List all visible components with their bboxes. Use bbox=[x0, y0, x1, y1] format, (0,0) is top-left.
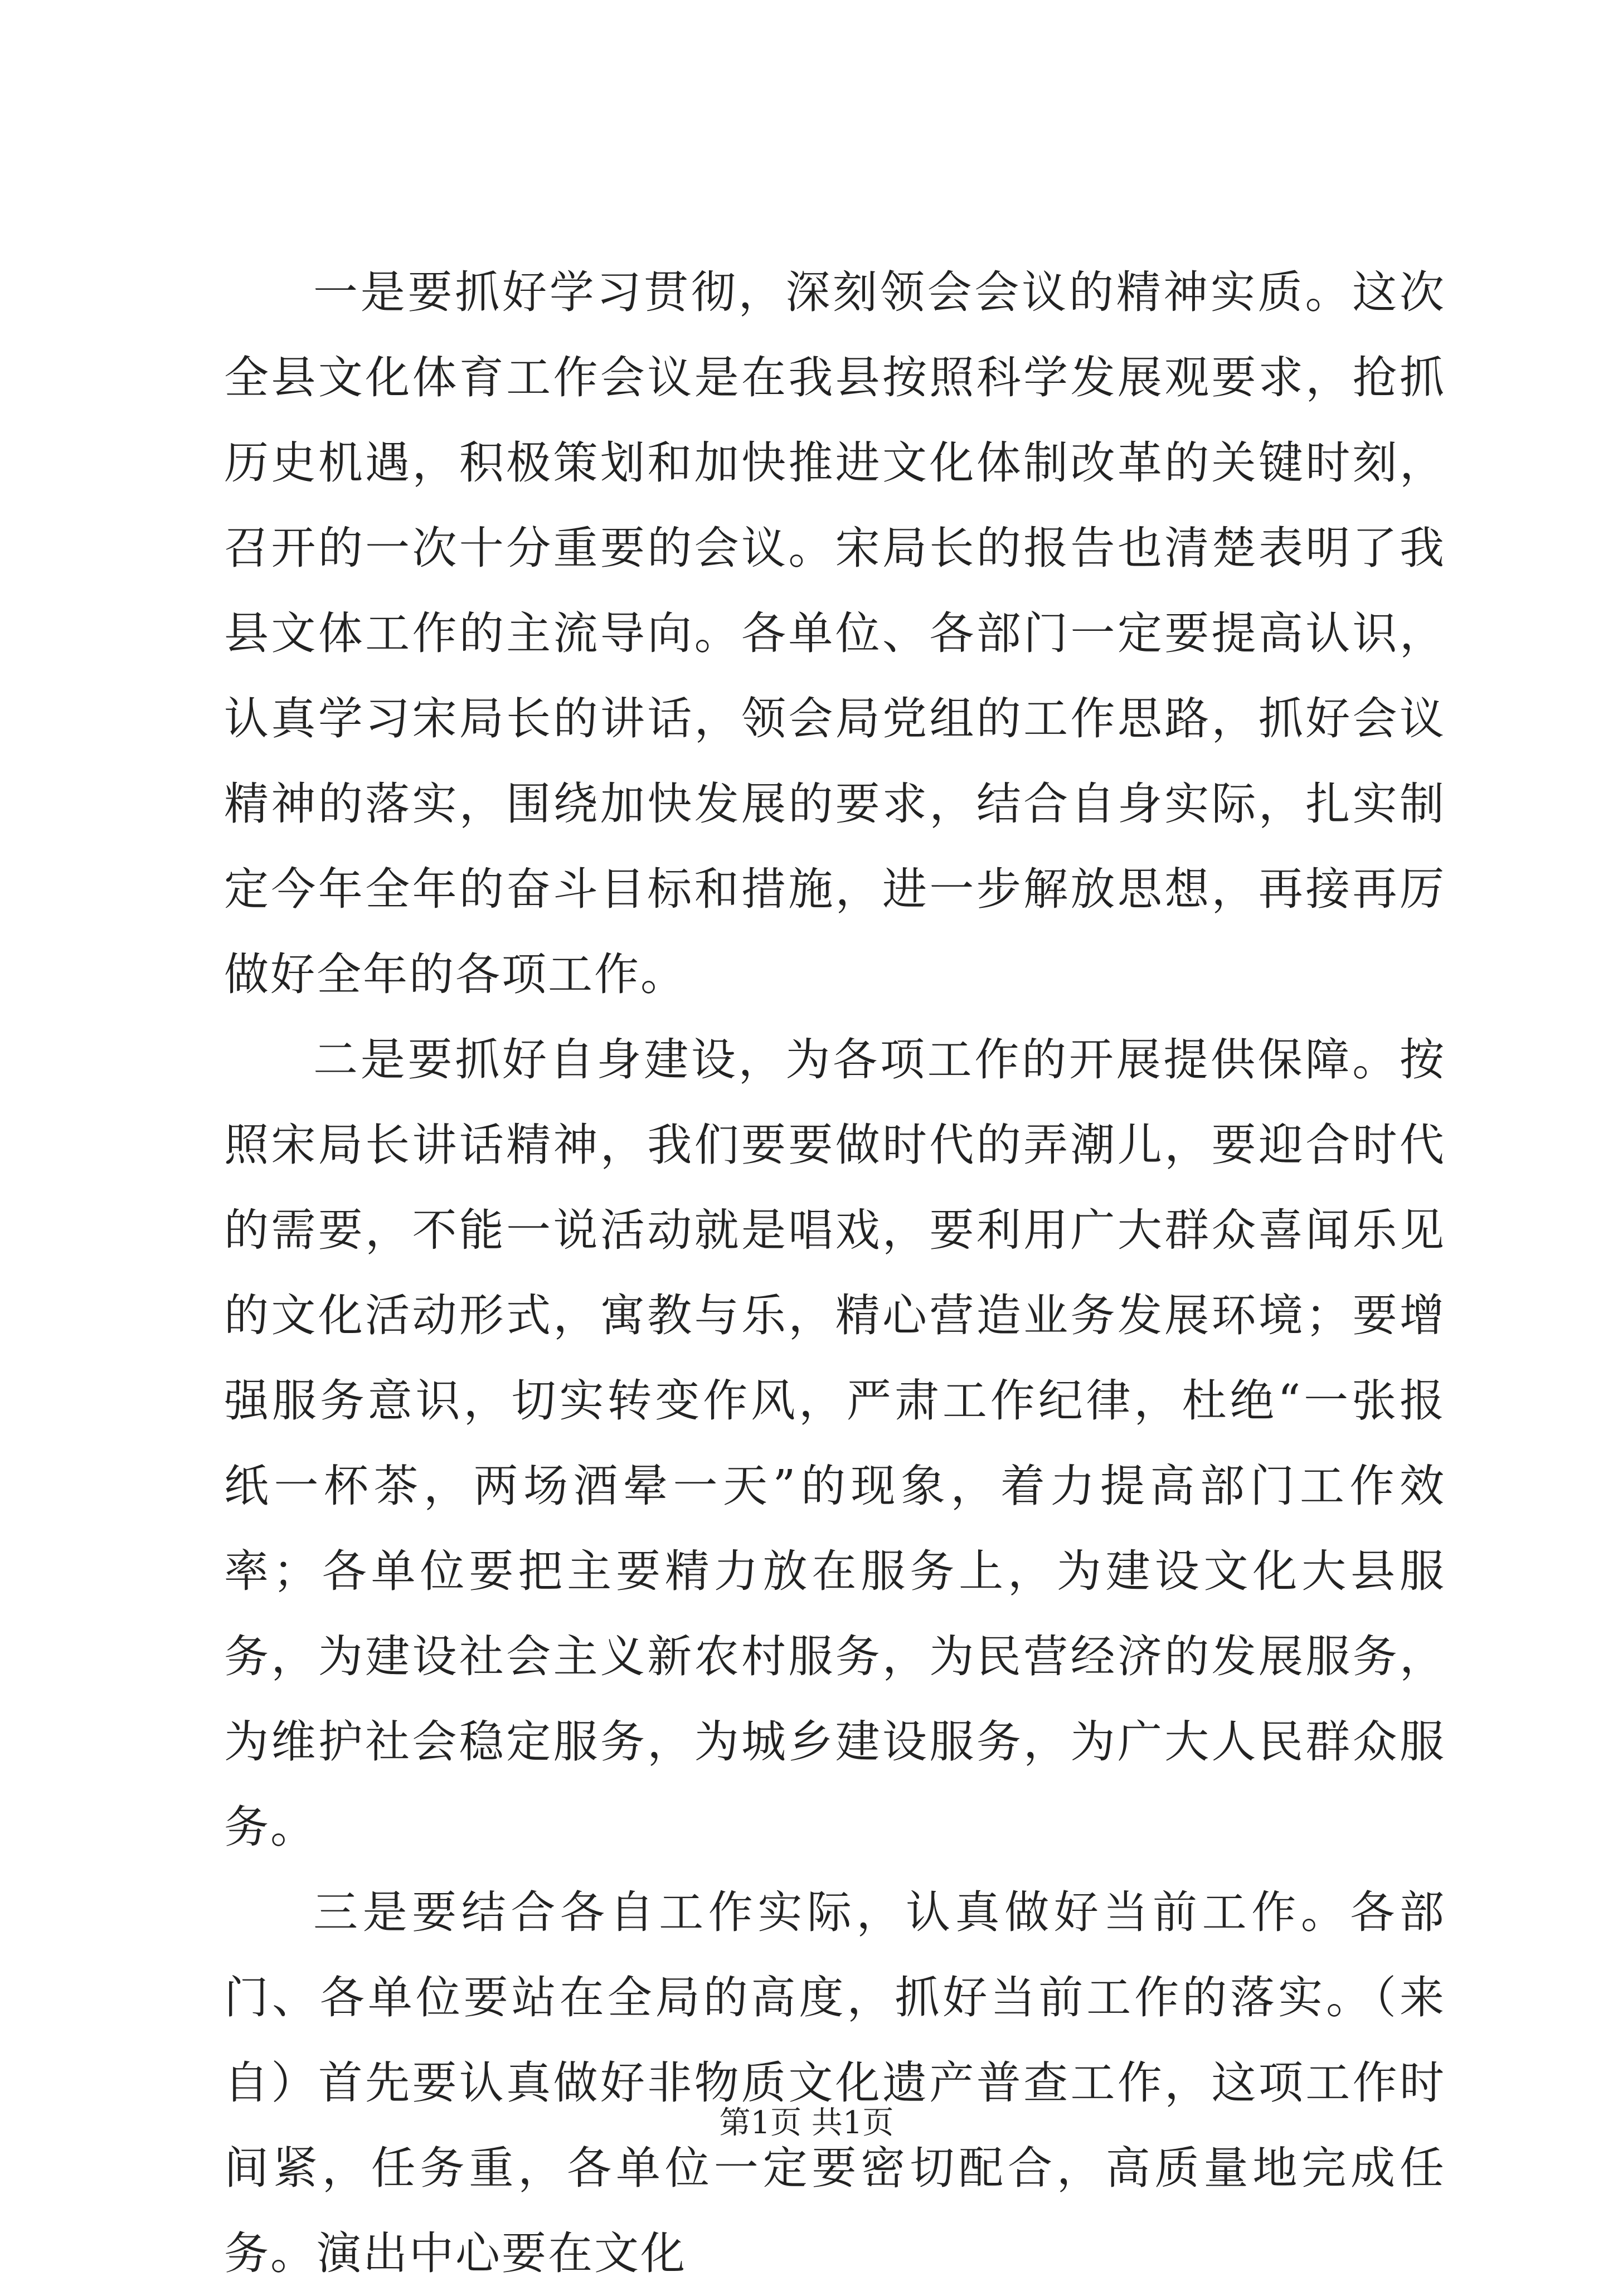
paragraph-1: 一是要抓好学习贯彻，深刻领会会议的精神实质。这次全县文化体育工作会议是在我县按照科学发展观要求，抢抓历史机遇，积极策划和加快推进文化体制改革的关键时刻，召开的一次十分重要的会议。宋局长的报告也清楚表明了我县文体工作的主流导向。各单位、各部门一定要提高认识，认真学习宋局长的讲话，领会局党组的工作思路，抓好会议精神的落实，围绕加快发展的要求，结合自身实际，扎实制定今年全年的奋斗目标和措施，进一步解放思想，再接再厉做好全年的各项工作。 bbox=[224, 266, 1446, 1000]
page-footer: 第1页 共1页 bbox=[719, 2105, 894, 2141]
paragraph-3: 三是要结合各自工作实际，认真做好当前工作。各部门、各单位要站在全局的高度，抓好当前工作的落实。（来自）首先要认真做好非物质文化遗产普查工作，这项工作时间紧，任务重，各单位一定要密切配合，高质量地完成任务。演出中心要在文化 bbox=[224, 1886, 1446, 2279]
document-body bbox=[224, 250, 1446, 2296]
paragraph-2: 二是要抓好自身建设，为各项工作的开展提供保障。按照宋局长讲话精神，我们要要做时代的弄潮儿，要迎合时代的需要，不能一说活动就是唱戏，要利用广大群众喜闻乐见的文化活动形式，寓教与乐，精心营造业务发展环境；要增强服务意识，切实转变作风，严肃工作纪律，杜绝“一张报纸一杯茶，两场酒晕一天”的现象，着力提高部门工作效率；各单位要把主要精力放在服务上，为建设文化大县服务，为建设社会主义新农村服务，为民营经济的发展服务，为维护社会稳定服务，为城乡建设服务，为广大人民群众服务。 bbox=[224, 1034, 1446, 1853]
